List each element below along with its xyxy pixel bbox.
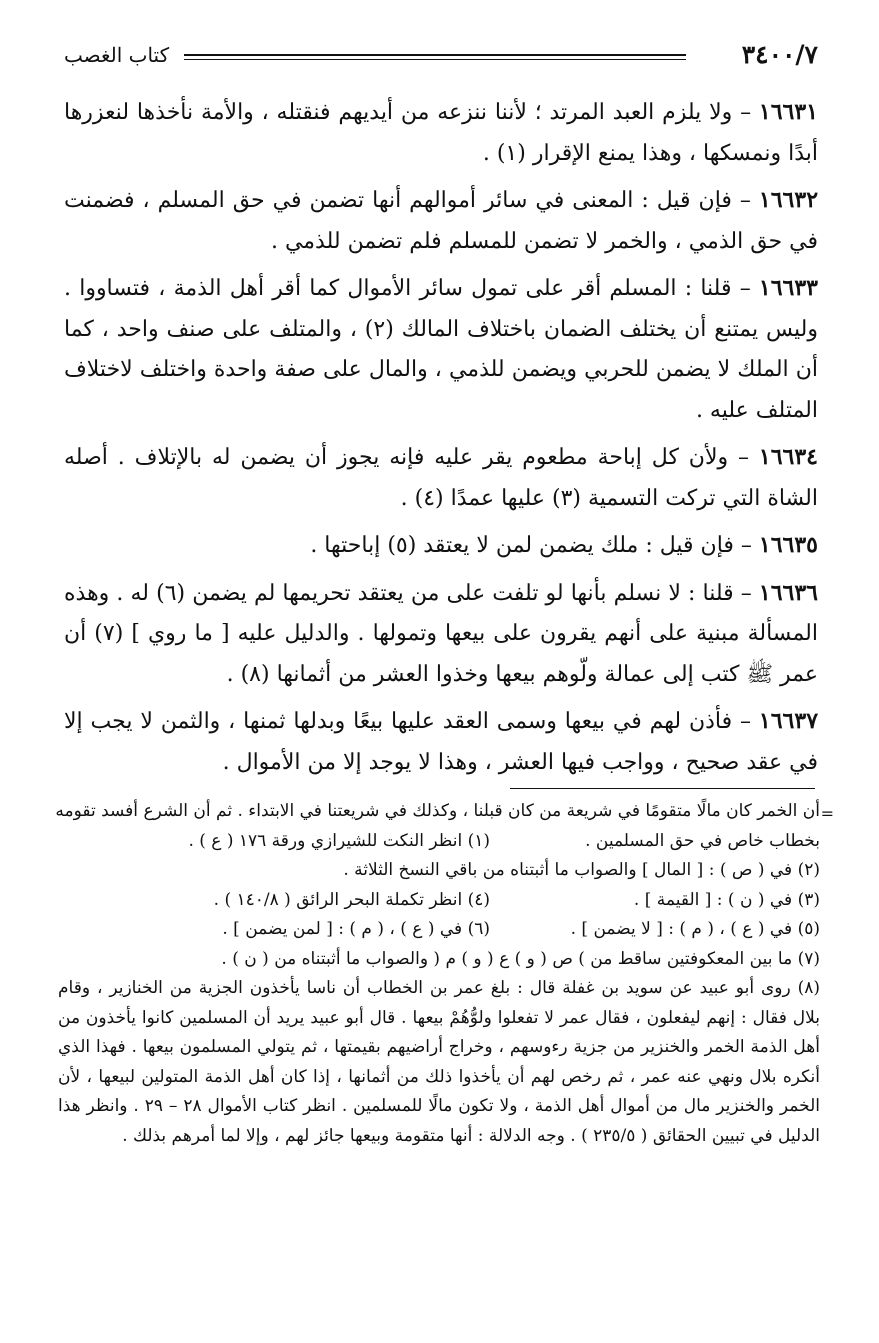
footnote-8: (٨) روى أبو عبيد عن سويد بن غفلة قال : بلغ عمر بن الخطاب أن ناسا يأخذون الجزية من الخنازير ، وقام بلال فقال : إنهم ليفعلون ، فقال عمر لا تفعلوا ولوُّهُمْ بيعها . قال أبو عبيد يريد أن المسلمين كانوا يأخذون من أهل الذمة الخمر والخنزير من جزية رءوسهم ، وخراج أراضيهم بقيمتها ، ثم يتولي المسلمون بيعها . فهذا الذي أنكره بلال ونهي عنه عمر ، ثم رخص لهم أن يأخذوا ذلك من أثمانها ، إذا كان أهل الذمة المتولين لبيعها ، لأن الخمر والخنزير مال من أموال أهل الذمة ، ولا تكون مالًا للمسلمين . انظر كتاب الأموال ٢٨ – ٢٩ . وانظر هذا الدليل في تبيين الحقائق ( ٢٣٥/٥ ) . وجه الدلالة : أنها متقومة وبيعها جائز لهم ، وإلا لما أمرهم بذلك . (58, 978, 821, 1146)
page-number: ٣٤٠٠/٧ (741, 40, 818, 69)
footnote-5: (٥) في ( ع ) ، ( م ) : [ لا يضمن ] . (570, 919, 820, 939)
paragraph (64, 437, 818, 519)
paragraph-number: ١٦٦٣١ (758, 99, 818, 125)
footnotes (55, 797, 834, 1151)
paragraph-text: – فإن قيل : ملك يضمن لمن لا يعتقد (٥) إباحتها . (310, 533, 752, 558)
paragraph (64, 701, 818, 783)
book-title: كتاب الغصب (64, 43, 170, 67)
paragraph-text: – قلنا : المسلم أقر على تمول سائر الأموال كما أقر أهل الذمة ، فتساووا . وليس يمتنع أن يختلف الضمان باختلاف المالك (٢) ، والمتلف على صنف واحد ، كما أن الملك لا يضمن للحربي ويضمن للذمي ، والمال على صفة واحدة واختلف لاختلاف المتلف عليه . (64, 276, 818, 423)
paragraph-number: ١٦٦٣٥ (758, 532, 818, 558)
footnote-2: (٢) في ( ص ) : [ المال ] والصواب ما أثبتناه من باقي النسخ الثلاثة . (343, 860, 820, 880)
paragraph-number: ١٦٦٣٢ (758, 187, 819, 213)
paragraph-text: – فأذن لهم في بيعها وسمى العقد عليها بيعًا وبدلها ثمنها ، والثمن لا يجب إلا في عقد صحيح ، وواجب فيها العشر ، وهذا لا يوجد إلا من الأموال . (64, 709, 818, 775)
paragraph-number: ١٦٦٣٦ (758, 579, 818, 606)
paragraph (64, 525, 818, 567)
running-header (64, 40, 818, 76)
paragraph-text: – ولأن كل إباحة مطعوم يقر عليه فإنه يجوز أن يضمن له بالإتلاف . أصله الشاة التي تركت التسمية (٣) عليها عمدًا (٤) . (64, 445, 818, 511)
footnote-1: (١) انظر النكت للشيرازي ورقة ١٧٦ ( ع ) . (188, 830, 490, 851)
paragraph-number: ١٦٦٣٣ (758, 275, 818, 301)
footnote-row (58, 827, 820, 857)
footnote-6: (٦) في ( ع ) ، ( م ) : [ لمن يضمن ] . (222, 919, 490, 939)
paragraph (64, 573, 818, 696)
footnote-row (58, 886, 820, 916)
footnote-continuation-end: بخطاب خاص في حق المسلمين . (585, 830, 820, 851)
main-text (64, 92, 818, 789)
paragraph (64, 268, 818, 431)
footnote-7: (٧) ما بين المعكوفتين ساقط من ) ص ( و ) ع ( و ) م ( والصواب ما أثبتناه من ( ن ) . (221, 948, 820, 969)
footnote-row (58, 915, 820, 945)
footnote-continuation: أن الخمر كان مالًا متقومًا في شريعة من كان قبلنا ، وكذلك في شريعتنا في الابتداء . ثم أن الشرع أفسد تقومه (55, 801, 820, 821)
paragraph-text: – ولا يلزم العبد المرتد ؛ لأننا ننزعه من أيديهم فنقتله ، والأمة نأخذها لنعزرها أبدًا ونمسكها ، وهذا يمنع الإقرار (١) . (64, 100, 818, 166)
footnote-3: (٣) في ( ن ) : [ القيمة ] . (633, 889, 820, 910)
paragraph-number: ١٦٦٣٤ (758, 444, 818, 470)
continuation-mark: = (820, 804, 834, 823)
paragraph (64, 180, 818, 262)
paragraph-text: – قلنا : لا نسلم بأنها لو تلفت على من يعتقد تحريمها لم يضمن (٦) له . وهذه المسألة مبنية على أنهم يقرون على بيعها وتمولها . والدليل عليه [ ما روي ] (٧) أن عمر ﷺ كتب إلى عمالة ولّوهم بيعها وخذوا العشر من أثمانها (٨) . (64, 580, 818, 687)
header-rule (184, 54, 686, 60)
paragraph-text: – فإن قيل : المعنى في سائر أموالهم أنها تضمن في حق المسلم ، فضمنت في حق الذمي ، والخمر لا تضمن للمسلم فلم تضمن للذمي . (64, 188, 818, 254)
footnote-separator (510, 788, 815, 789)
paragraph-number: ١٦٦٣٧ (758, 708, 819, 734)
paragraph (64, 92, 818, 174)
footnote-4: (٤) انظر تكملة البحر الرائق ( ١٤٠/٨ ) . (213, 889, 490, 910)
